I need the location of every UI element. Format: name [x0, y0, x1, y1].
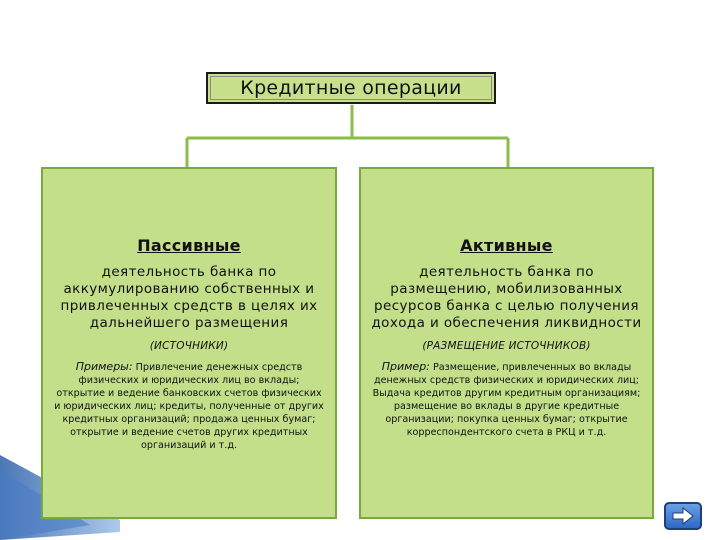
examples-text: Размещение, привлеченных во вклады: [432, 362, 632, 373]
panel-subheading-passive: (ИСТОЧНИКИ): [149, 340, 229, 352]
panel-description-active: [365, 264, 648, 332]
description-line: дальнейшего размещения: [89, 315, 289, 331]
panel-examples-active: [363, 360, 650, 439]
examples-label: Примеры:: [75, 360, 133, 373]
panel-description-passive: [47, 264, 331, 332]
panel-heading-active: Активные: [460, 236, 553, 255]
examples-text: Привлечение денежных средств: [135, 362, 303, 373]
panel-subheading-active: (РАЗМЕЩЕНИЕ ИСТОЧНИКОВ): [422, 340, 591, 352]
description-line: привлеченных средств в целях их: [60, 298, 318, 314]
diagram-title-text: Кредитные операции: [240, 77, 462, 99]
examples-label: Пример:: [381, 360, 430, 373]
examples-line: корреспондентского счета в РКЦ и т.д.: [406, 427, 607, 438]
description-line: деятельность банка по: [419, 264, 594, 280]
description-line: деятельность банка по: [101, 264, 277, 280]
examples-line: Выдача кредитов другим кредитным организациям;: [372, 388, 641, 399]
panel-examples-passive: [45, 360, 333, 452]
panel-passive: [41, 167, 337, 519]
examples-line: и юридических лиц; кредиты, полученные от других: [54, 401, 324, 412]
arrow-right-icon: [671, 507, 695, 525]
next-slide-button[interactable]: [664, 502, 702, 530]
description-line: дохода и обеспечения ликвидности: [371, 315, 642, 331]
description-line: аккумулированию собственных и: [63, 281, 315, 297]
description-line: ресурсов банка с целью получения: [374, 298, 639, 314]
examples-line: открытие и ведение счетов других кредитных: [70, 427, 308, 438]
examples-line: [363, 360, 650, 374]
examples-line: [45, 360, 333, 374]
examples-line: организаций и т.д.: [140, 440, 238, 451]
examples-line: кредитных организаций; продажа ценных бумаг;: [62, 414, 316, 425]
examples-line: денежных средств физических и юридических лиц;: [373, 375, 640, 386]
examples-line: размещение во вклады в другие кредитные: [393, 401, 620, 412]
description-line: размещению, мобилизованных: [390, 281, 623, 297]
examples-line: физических и юридических лиц во вклады;: [78, 375, 300, 386]
panel-active: [359, 167, 654, 519]
examples-line: открытие и ведение банковских счетов физических: [56, 388, 322, 399]
panel-heading-passive: Пассивные: [137, 236, 241, 255]
examples-line: организации; покупка ценных бумаг; открытие: [385, 414, 628, 425]
diagram-title: [206, 72, 496, 104]
